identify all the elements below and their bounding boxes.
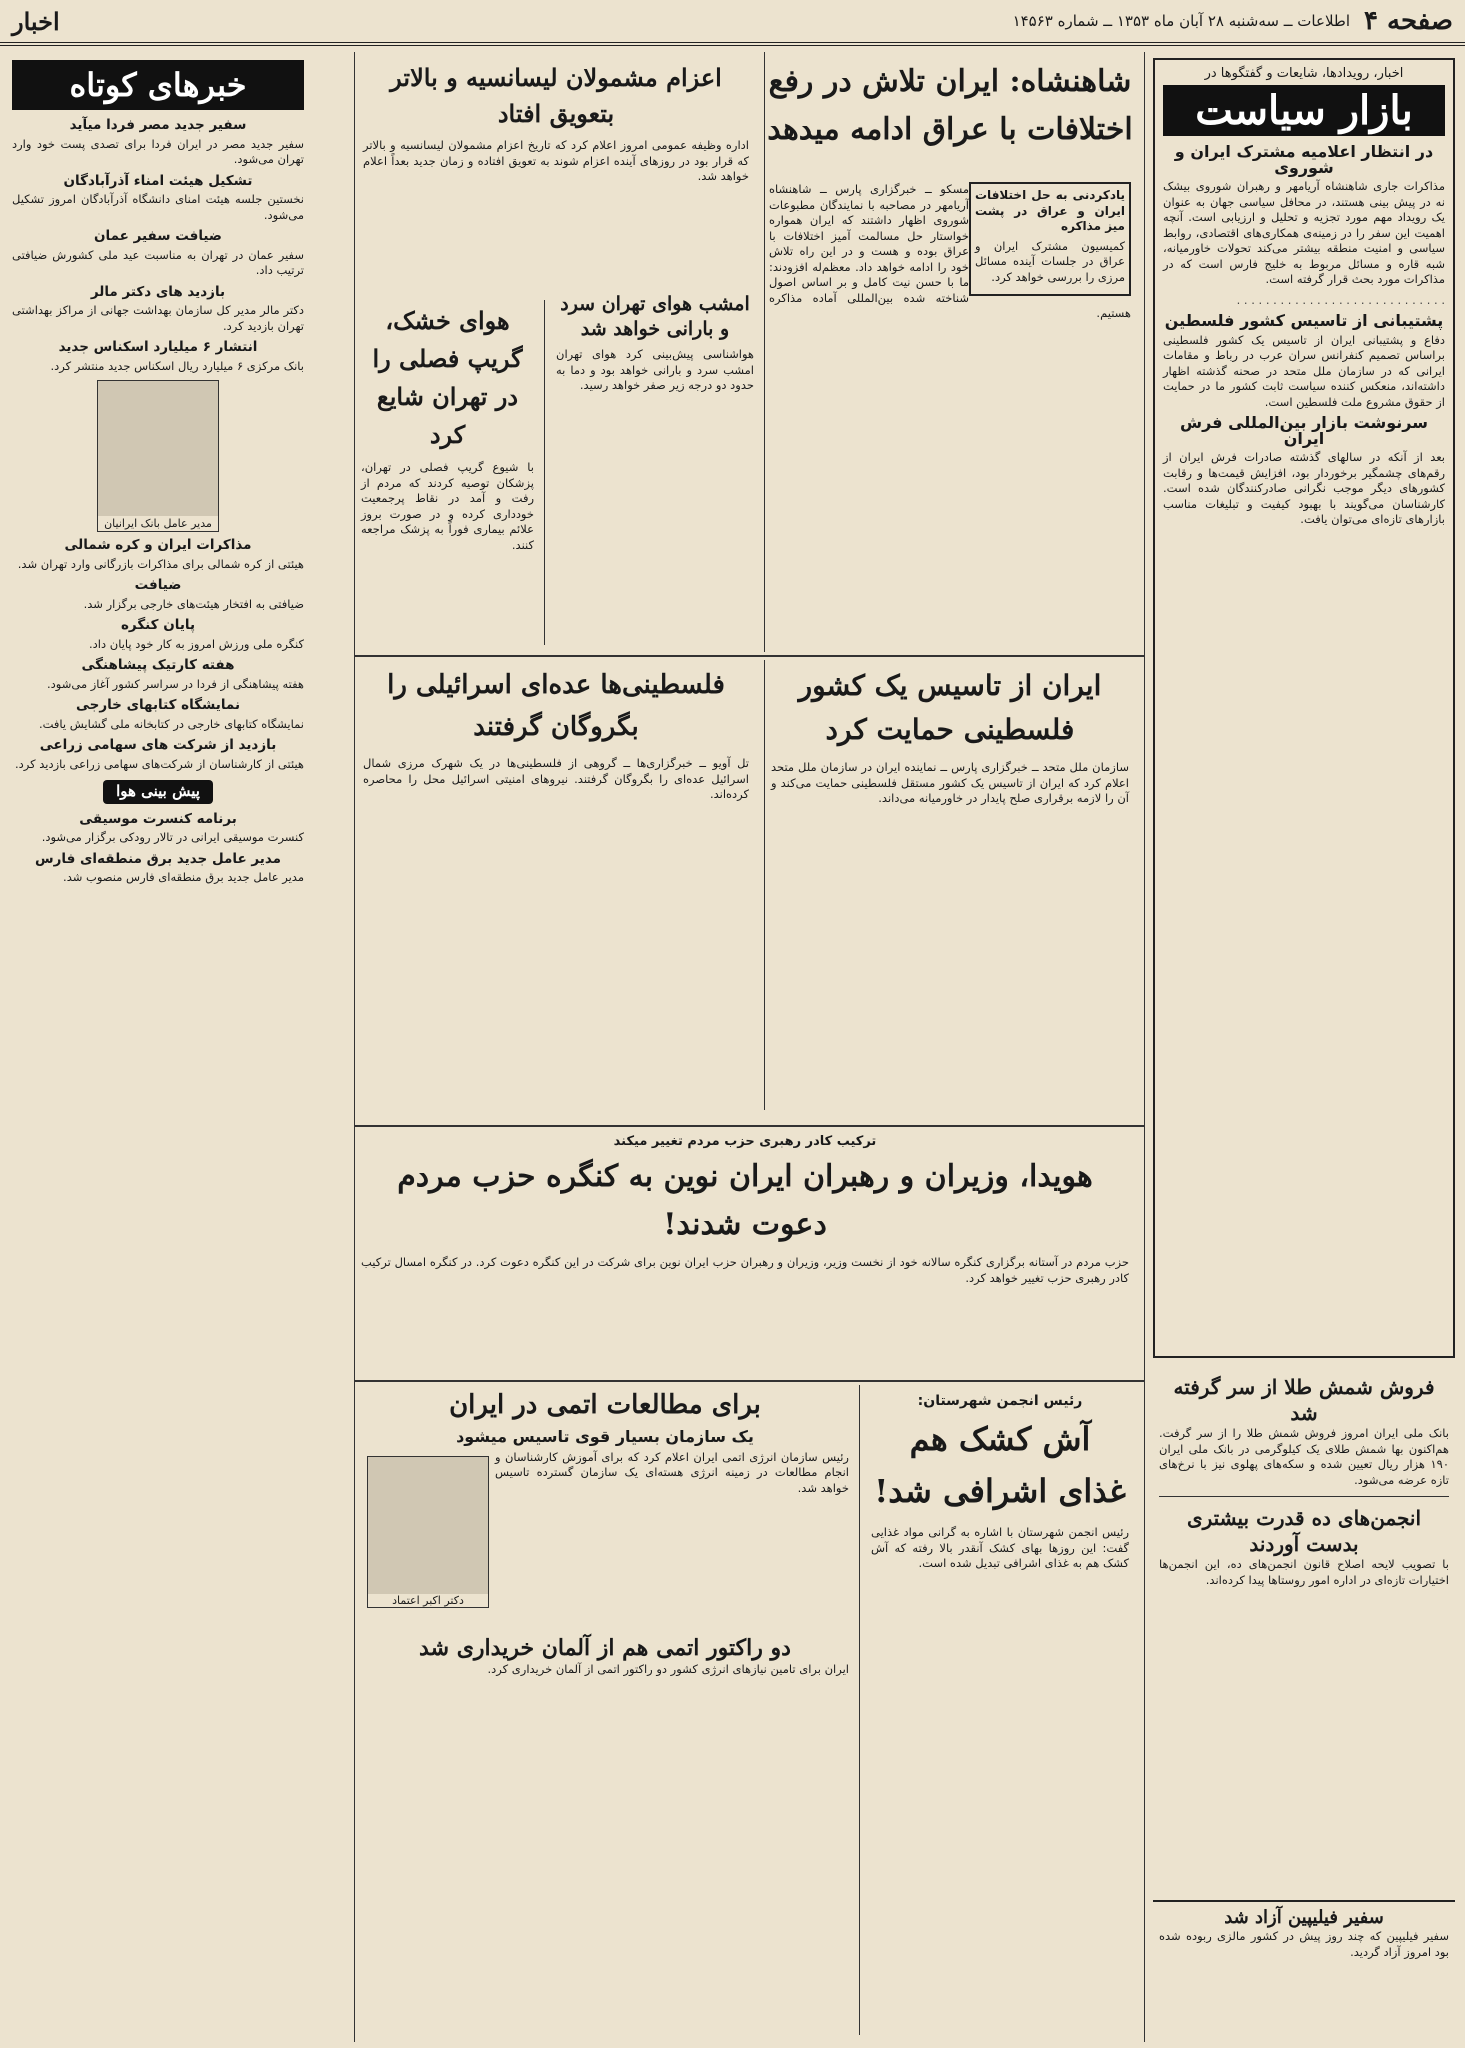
short-news-item [12,340,304,374]
short-news-item [12,812,304,846]
gold-story [1153,1370,1455,1780]
conscripts-story [357,58,755,288]
main-headline: شاهنشاه: ایران تلاش در رفع اختلافات با عراق ادامه میدهد [767,64,1133,147]
short-news-item [12,738,304,772]
flu-text: با شیوع گریپ فصلی در تهران، پزشکان توصیه کردند که مردم از رفت و آمد در نقاط پرجمعیت خودداری کرده و در صورت بروز علائم بیماری فوراً به پزشک مراجعه کنند. [361,460,534,552]
atomic-photo-caption: دکتر اکبر اعتماد [368,1594,488,1607]
short-news-item [12,618,304,652]
short-news-item-text: بانک مرکزی ۶ میلیارد ریال اسکناس جدید منتشر کرد. [50,358,304,373]
short-news-item [12,578,304,612]
short-news-item-text: نخستین جلسه هیئت امنای دانشگاه آذرآبادگان امروز تشکیل می‌شود. [12,192,304,222]
short-news-item [12,658,304,692]
short-news-item [12,852,304,886]
short-news-item-text: کنسرت موسیقی ایرانی در تالار رودکی برگزار می‌شود. [41,830,304,844]
weather-story [550,290,760,650]
short-news-item-head: سفیر جدید مصر فردا میآید [69,117,247,133]
politics-item1-text: مذاکرات جاری شاهنشاه آریامهر و رهبران شوروی بیشک نه در پیش بینی هستند، در محافل سیاسی جهان به عنوان یک رویداد مهم مورد تجزیه و تحلیل و ارزیابی است. آنچه اهمیت این سفر را در زمینه‌ی همکاری‌های اقتصادی، روابط سیاسی و امنیت منطقه بیشتر می‌کند تحولات خاورمیانه، شبه قاره و مسائل مربوط به خلیج فارس است که در مذاکرات مورد بحث قرار گرفته است. [1163,179,1445,286]
flu-story [355,300,540,650]
philippine-story [1153,1900,1455,2040]
soup-kicker: رئیس انجمن شهرستان: [917,1393,1083,1409]
main-story-box [969,182,1131,296]
short-news-item-text: مدیر عامل جدید برق منطقه‌ای فارس منصوب شد. [63,870,304,884]
party-story [355,1130,1135,1370]
short-news-item [12,698,304,732]
short-news-item-head: نمایشگاه کتابهای خارجی [75,697,241,713]
short-news-item-head: هفته کارتیک پیشاهنگی [81,657,235,673]
politics-item3-text: بعد از آنکه در سالهای گذشته صادرات فرش ایران از رقم‌های چشمگیر برخوردار بود، افزایش قیمت‌ها و رقابت کشورهای دیگر موجب نگرانی صادرکنندگان شده است. کارشناسان می‌گویند با بهبود کیفیت و تبلیغات مناسب بازارهای تازه‌ای می‌توان یافت. [1163,450,1445,526]
short-news-item-text: سفیر جدید مصر در ایران فردا برای تصدی پست خود وارد تهران می‌شود. [12,136,304,166]
conscripts-head: اعزام مشمولان لیسانسیه و بالاتر بتعویق افتاد [390,63,722,128]
short-news-column [8,58,308,2038]
party-head: هویدا، وزیران و رهبران ایران نوین به کنگره حزب مردم دعوت شدند! [397,1159,1093,1242]
short-news-item [12,174,304,224]
hostages-story [357,660,755,1180]
main-story-body [765,182,1135,652]
short-news-list [12,118,304,886]
weather-stamp: پیش بینی هوا [103,780,213,804]
short-news-item [12,229,304,279]
atomic-photo [367,1456,489,1608]
short-news-item-text: هیئتی از کارشناسان از شرکت‌های سهامی زراعی بازدید کرد. [15,756,304,771]
short-news-item-head: مدیر عامل جدید برق منطقه‌ای فارس [35,850,281,867]
short-news-item-head: تشکیل هیئت امناء آذرآبادگان [63,172,253,189]
palestine-state-head: ایران از تاسیس یک کشور فلسطینی حمایت کرد [798,669,1102,746]
main-box-title: یادکردنی به حل اختلافات ایران و عراق در پشت میز مذاکره [975,188,1125,233]
page-number: صفحه ۴ [1364,6,1453,36]
short-news-item-head: مذاکرات ایران و کره شمالی [64,537,252,553]
short-news-item-text: دکتر مالر مدیر کل سازمان بهداشت جهانی از مراکز بهداشتی تهران بازدید کرد. [12,303,304,333]
hostages-head: فلسطینی‌ها عده‌ای اسرائیلی را بگروگان گرفتند [387,670,725,742]
short-news-item-text: سفیر عمان در تهران به مناسبت عید ملی کشورش ضیافتی ترتیب داد. [12,247,304,277]
conscripts-text: اداره وظیفه عمومی امروز اعلام کرد که تاریخ اعزام مشمولان لیسانسیه و بالاتر که قرار بود در روزهای آینده اعزام شوند به تعویق افتاده و زمان جدید بعداً اعلام خواهد شد. [363,138,749,183]
short-news-item [12,118,304,168]
short-news-item-text: ضیافتی به افتخار هیئت‌های خارجی برگزار شد. [83,596,304,611]
atomic-sub: یک سازمان بسیار قوی تاسیس میشود [456,1426,754,1446]
party-text: حزب مردم در آستانه برگزاری کنگره سالانه خود از نخست وزیر، وزیران و رهبران حزب ایران نوین برای شرکت در این کنگره دعوت کرد. در کنگره امسال ترکیب کادر رهبری حزب تغییر خواهد کرد. [361,1255,1129,1285]
main-story-text: مسکو ــ خبرگزاری پارس ــ شاهنشاه آریامهر در مصاحبه با نمایندگان مطبوعات شوروی اظهار داشتند که ایران همواره خواستار حل مسالمت آمیز اختلافات با عراق بوده و هست و در این راه تلاش خود را ادامه خواهد داد. معظم‌له افزودند: ما با حسن نیت کامل و بر اساس اصول شناخته شده بین‌المللی آماده مذاکره هستیم. [769,182,1131,320]
short-news-title: خبرهای کوتاه [12,60,304,110]
short-news-item-text: نمایشگاه کتابهای خارجی در کتابخانه ملی گشایش یافت. [38,716,304,731]
short-news-item-text: هفته پیشاهنگی از فردا در سراسر کشور آغاز می‌شود. [47,676,304,691]
politics-title: بازار سیاست [1163,85,1445,136]
atomic-head: برای مطالعات اتمی در ایران [449,1390,761,1420]
politics-item3-head: سرنوشت بازار بین‌المللی فرش ایران [1180,413,1428,448]
soup-story [865,1385,1135,2035]
gold-head: فروش شمش طلا از سر گرفته شد [1173,1375,1435,1425]
short-news-item-head: پایان کنگره [120,617,196,633]
politics-item2-text: دفاع و پشتیبانی ایران از تاسیس یک کشور فلسطینی براساس تصمیم کنفرانس سران عرب در رباط و مقامات ایرانی که در سازمان ملل متحد در صحنه گذشته اظهار داشته‌اند، منعکس کننده سیاست ثابت کشور ما در حمایت از حقوق مشروع ملت فلسطین است. [1163,332,1445,409]
hostages-text: تل آویو ــ خبرگزاری‌ها ــ گروهی از فلسطینی‌ها در یک شهرک مرزی شمال اسرائیل عده‌ای را بگروگان گرفتند. نیروهای امنیتی اسرائیل محل را محاصره کرده‌اند. [363,756,749,801]
politics-kicker: اخبار، رویدادها، شایعات و گفتگوها در [1204,66,1404,81]
philippine-head: سفیر فیلیپین آزاد شد [1224,1907,1384,1928]
page-header [0,0,1465,46]
short-news-item-head: برنامه کنسرت موسیقی [79,810,237,827]
short-news-item-head: ضیافت [134,577,182,593]
soup-text: رئیس انجمن شهرستان با اشاره به گرانی مواد غذایی گفت: این روزها بهای کشک آنقدر بالا رفته که آش کشک هم به غذای اشرافی تبدیل شده است. [871,1525,1129,1570]
politics-box: اخبار، رویدادها، شایعات و گفتگوها در بازار سیاست در انتظار اعلامیه مشترک ایران و شوروی مذاکرات جاری شاهنشاه آریامهر و رهبران شوروی بیشک نه در پیش بینی هستند، در محافل سیاسی جهان به عنوان یک رویداد مهم مورد تجزیه و تحلیل و ارزیابی است. آنچه اهمیت این سفر را در زمینه‌ی همکاری‌های اقتصادی، روابط سیاسی و امنیت منطقه بیشتر می‌کند تحولات خاورمیانه، شبه قاره و مسائل مربوط به خلیج فارس است که در مذاکرات مورد بحث قرار گرفته است. . . . . . . . . . . . . . . . . . . . . . . . . . . . . . پشتیبانی از تاسیس کشور فلسطین دفاع و پشتیبانی ایران از تاسیس یک کشور فلسطینی براساس تصمیم کنفرانس سران عرب در رباط و مقامات ایرانی که در سازمان ملل متحد در صحنه گذشته اظهار داشته‌اند، منعکس کننده سیاست ثابت کشور ما در حمایت از حقوق مشروع ملت فلسطین است. سرنوشت بازار بین‌المللی فرش ایران بعد از آنکه در سالهای گذشته صادرات فرش ایران از رقم‌های چشمگیر برخوردار بود، افزایش قیمت‌ها و رقابت کشورهای دیگر موجب نگرانی صادرکنندگان شده است. کارشناسان می‌گویند با بهبود کیفیت و تبلیغات مناسب بازارهای تازه‌ای می‌توان یافت. [1153,58,1455,1358]
short-news-item-head: بازدید از شرکت های سهامی زراعی [39,737,277,753]
short-news-item-head: ضیافت سفیر عمان [94,228,222,244]
philippine-text: سفیر فیلیپین که چند روز پیش در کشور مالزی ربوده شده بود امروز آزاد گردید. [1159,1929,1449,1959]
main-box-text: کمیسیون مشترک ایران و عراق در جلسات آینده مسائل مرزی را بررسی خواهد کرد. [975,238,1125,284]
reactor-head: دو راکتور اتمی هم از آلمان خریداری شد [419,1634,791,1661]
banker-photo [97,380,219,532]
politics-item1-head: در انتظار اعلامیه مشترک ایران و شوروی [1174,142,1434,177]
palestine-state-story [765,660,1135,1120]
short-news-item-text: هیئتی از کره شمالی برای مذاکرات بازرگانی وارد تهران شد. [17,556,304,571]
councils-head: انجمن‌های ده قدرت بیشتری بدست آوردند [1186,1506,1422,1556]
gold-text: بانک ملی ایران امروز فروش شمش طلا را از سر گرفت. هم‌اکنون بها شمش طلای یک کیلوگرمی در بانک ملی ایران ۱۹۰ هزار ریال تعیین شده و سکه‌های پهلوی نیز با نرخ‌های تازه عرضه می‌شود. [1159,1426,1449,1487]
politics-item2-head: پشتیبانی از تاسیس کشور فلسطین [1164,311,1444,330]
main-headline-area [765,58,1135,178]
issue-info: اطلاعات ــ سه‌شنبه ۲۸ آبان ماه ۱۳۵۳ ــ شماره ۱۴۵۶۳ [1012,12,1351,30]
councils-text: با تصویب لایحه اصلاح قانون انجمن‌های ده، این انجمن‌ها اختیارات تازه‌ای در اداره امور روستاها پیدا کرده‌اند. [1159,1557,1449,1587]
section-name: اخبار [12,6,60,36]
weather-text: هواشناسی پیش‌بینی کرد هوای تهران امشب سرد و بارانی خواهد بود و دما به حدود دو درجه زیر صفر خواهد رسید. [556,347,754,393]
atomic-text: رئیس سازمان انرژی اتمی ایران اعلام کرد که برای آموزش کارشناسان و انجام مطالعات در زمینه انرژی هسته‌ای یک سازمان گسترده تاسیس خواهد شد. [495,1449,849,1495]
atomic-story [355,1385,855,2035]
soup-head: آش کشک هم غذای اشرافی شد! [874,1420,1126,1510]
banker-photo-caption: مدیر عامل بانک ایرانیان [98,516,218,532]
palestine-state-text: سازمان ملل متحد ــ خبرگزاری پارس ــ نماینده ایران در سازمان ملل متحد اعلام کرد که ایران از تاسیس یک کشور مستقل فلسطینی حمایت می‌کند و آن را لازمه برقراری صلح پایدار در خاورمیانه می‌داند. [771,760,1129,805]
short-news-item-head: انتشار ۶ میلیارد اسکناس جدید [58,339,258,355]
short-news-item [12,285,304,335]
reactor-text: ایران برای تامین نیازهای انرژی کشور دو راکتور اتمی از آلمان خریداری کرد. [487,1662,849,1677]
short-news-item [12,538,304,572]
party-kicker: ترکیب کادر رهبری حزب مردم تغییر میکند [613,1134,877,1149]
short-news-item-text: کنگره ملی ورزش امروز به کار خود پایان داد. [89,636,304,651]
weather-head: امشب هوای تهران سرد و بارانی خواهد شد [560,293,750,340]
flu-head: هوای خشک، گریپ فصلی را در تهران شایع کرد [372,306,523,449]
short-news-item-head: بازدید های دکتر مالر [90,283,226,300]
